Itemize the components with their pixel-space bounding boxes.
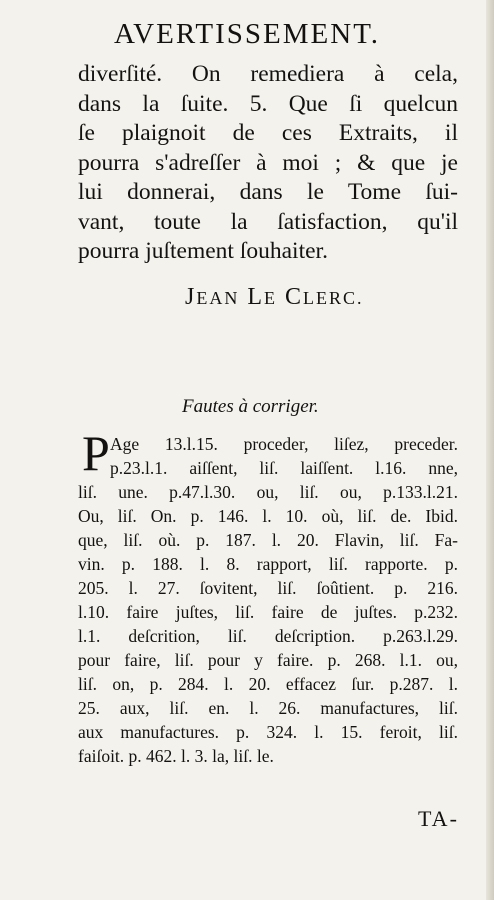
drop-cap: P — [82, 425, 110, 481]
page-heading: AVERTISSEMENT. — [113, 18, 381, 50]
errata-line: liſ. une. p.47.l.30. ou, liſ. ou, p.133.l.21. — [78, 482, 458, 502]
errata-line: 25. aux, liſ. en. l. 26. manufactures, liſ. — [78, 698, 458, 718]
errata-line: liſ. on, p. 284. l. 20. effacez ſur. p.287. l. — [78, 674, 458, 694]
sig-initial: J — [185, 284, 197, 310]
errata-line: l.1. deſcrition, liſ. deſcription. p.263.l.29. — [78, 626, 458, 646]
errata-line: que, liſ. où. p. 187. l. 20. Flavin, liſ. Fa- — [78, 530, 458, 550]
notice-body — [78, 60, 458, 267]
sig-smallcaps: EAN — [196, 288, 240, 308]
sig-smallcaps: E — [264, 288, 278, 308]
errata-list — [78, 425, 458, 768]
body-line: pourra s'adreſſer à moi ; & que je — [78, 149, 458, 176]
body-line: vant, toute la ſatisfaction, qu'il — [78, 208, 458, 235]
sig-initial: L — [247, 284, 265, 310]
errata-line: pour faire, liſ. pour y faire. p. 268. l.1. ou, — [78, 650, 458, 670]
body-line: diverſité. On remediera à cela, — [78, 61, 458, 87]
author-signature — [185, 284, 364, 311]
page-gutter — [486, 0, 494, 900]
catchword: TA- — [418, 806, 459, 831]
body-line: pourra juſtement ſouhaiter. — [78, 238, 328, 264]
body-line: dans la ſuite. 5. Que ſi quelcun — [78, 90, 458, 117]
errata-title: Fautes à corriger. — [182, 396, 319, 417]
errata-line: vin. p. 188. l. 8. rapport, liſ. rapporte. p. — [78, 554, 458, 574]
errata-line: aux manufactures. p. 324. l. 15. feroit, liſ. — [78, 722, 458, 742]
body-line: ſe plaignoit de ces Extraits, il — [78, 120, 458, 146]
body-line: lui donnerai, dans le Tome ſui- — [78, 179, 458, 205]
errata-line: 205. l. 27. ſovitent, liſ. ſoûtient. p. 216. — [78, 578, 458, 598]
sig-initial: C — [285, 284, 304, 310]
errata-line: l.10. faire juſtes, liſ. faire de juſtes. p.232. — [78, 602, 458, 622]
errata-line: faiſoit. p. 462. l. 3. la, liſ. le. — [78, 746, 274, 766]
sig-smallcaps: LERC. — [303, 288, 364, 308]
errata-line: Ou, liſ. On. p. 146. l. 10. où, liſ. de. Ibid. — [78, 506, 458, 526]
errata-line: Age 13.l.15. proceder, liſez, preceder. — [110, 434, 458, 454]
errata-line: p.23.l.1. aiſſent, liſ. laiſſent. l.16. nne, — [110, 458, 458, 478]
